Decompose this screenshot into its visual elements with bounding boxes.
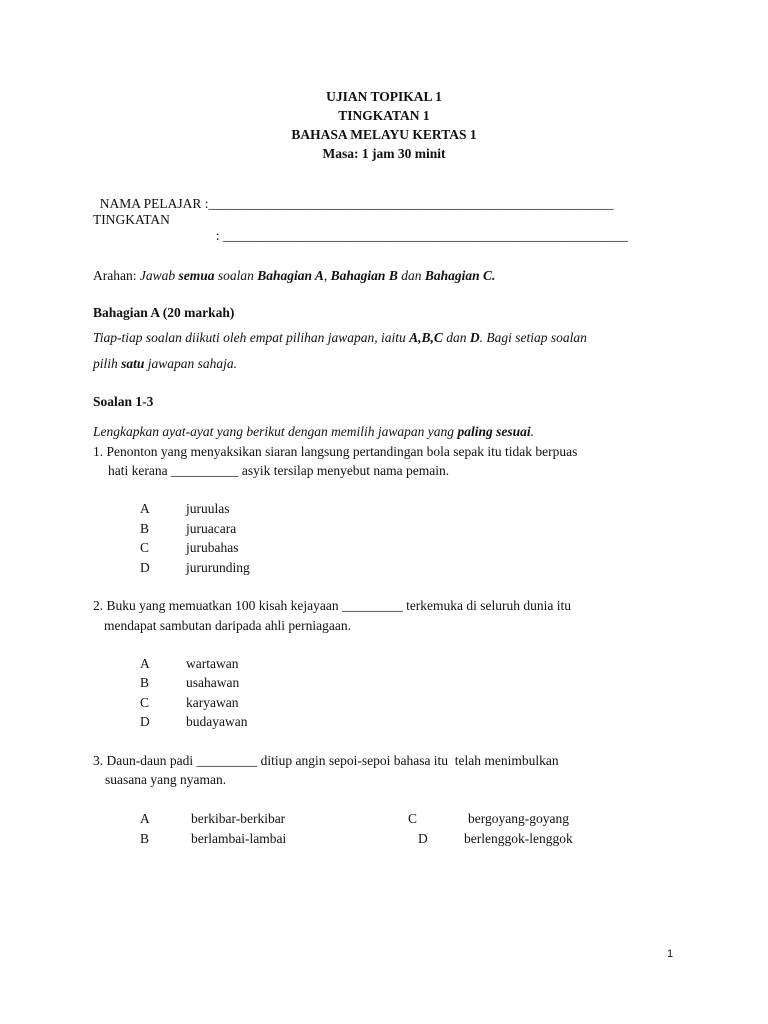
section-a-title: Bahagian A (20 markah) bbox=[93, 305, 235, 320]
q3-option-letter: B bbox=[140, 831, 150, 846]
q2-option-letter: C bbox=[140, 695, 150, 710]
form-colon: : bbox=[215, 228, 223, 243]
q2-option-text: budayawan bbox=[186, 714, 248, 729]
q1-option-text: juruacara bbox=[186, 521, 237, 536]
general-instructions: Arahan: Jawab semua soalan Bahagian A, Bahagian B dan Bahagian C. bbox=[93, 268, 496, 283]
q2-option-letter: D bbox=[140, 714, 150, 729]
question-2-line1: 2. Buku yang memuatkan 100 kisah kejayaan _________ terkemuka di seluruh dunia itu bbox=[93, 598, 572, 613]
question-3-line2: suasana yang nyaman. bbox=[105, 772, 227, 787]
q3-option-text: berlambai-lambai bbox=[191, 831, 287, 846]
q1-option-letter: C bbox=[140, 540, 150, 555]
section-a-instructions-line1: Tiap-tiap soalan diikuti oleh empat pilihan jawapan, iaitu A,B,C dan D. Bagi setiap soalan bbox=[93, 330, 587, 345]
q2-option-text: usahawan bbox=[186, 675, 240, 690]
q1-option-text: juruulas bbox=[186, 501, 230, 516]
q2-option-letter: A bbox=[140, 656, 150, 671]
q1-option-letter: D bbox=[140, 560, 150, 575]
q3-option-text: bergoyang-goyang bbox=[468, 811, 569, 826]
exam-subject: BAHASA MELAYU KERTAS 1 bbox=[291, 127, 477, 142]
question-3-line1: 3. Daun-daun padi _________ ditiup angin sepoi-sepoi bahasa itu telah menimbulkan bbox=[93, 753, 559, 768]
q1-option-letter: B bbox=[140, 521, 150, 536]
form-line: ____________________________________________________________ bbox=[222, 228, 628, 243]
q2-option-letter: B bbox=[140, 675, 150, 690]
student-name-line: ____________________________________________________________ bbox=[208, 196, 614, 211]
exam-title: UJIAN TOPIKAL 1 bbox=[326, 89, 442, 104]
q1-option-letter: A bbox=[140, 501, 150, 516]
question-1-line2: hati kerana __________ asyik tersilap menyebut nama pemain. bbox=[108, 463, 450, 478]
exam-form: TINGKATAN 1 bbox=[338, 108, 430, 123]
q1-option-text: jururunding bbox=[186, 560, 250, 575]
question-group-title: Soalan 1-3 bbox=[93, 394, 154, 409]
q3-option-text: berkibar-berkibar bbox=[191, 811, 286, 826]
form-label: TINGKATAN bbox=[93, 212, 170, 227]
question-2-line2: mendapat sambutan daripada ahli perniagaan. bbox=[104, 618, 352, 633]
student-name-field bbox=[93, 180, 614, 212]
q2-option-text: wartawan bbox=[186, 656, 239, 671]
q3-option-text: berlenggok-lenggok bbox=[464, 831, 573, 846]
q3-option-letter: A bbox=[140, 811, 150, 826]
question-group-instructions: Lengkapkan ayat-ayat yang berikut dengan memilih jawapan yang paling sesuai. bbox=[93, 424, 534, 439]
section-a-instructions-line2: pilih satu jawapan sahaja. bbox=[93, 356, 238, 371]
q3-option-letter: C bbox=[408, 811, 418, 826]
page-number: 1 bbox=[667, 948, 674, 960]
form-field bbox=[209, 212, 628, 244]
q3-option-letter: D bbox=[418, 831, 428, 846]
student-name-label: NAMA PELAJAR : bbox=[99, 196, 209, 211]
q2-option-text: karyawan bbox=[186, 695, 239, 710]
exam-duration: Masa: 1 jam 30 minit bbox=[322, 146, 446, 161]
question-1-line1: 1. Penonton yang menyaksikan siaran langsung pertandingan bola sepak itu tidak berpuas bbox=[93, 444, 578, 459]
q1-option-text: jurubahas bbox=[186, 540, 239, 555]
